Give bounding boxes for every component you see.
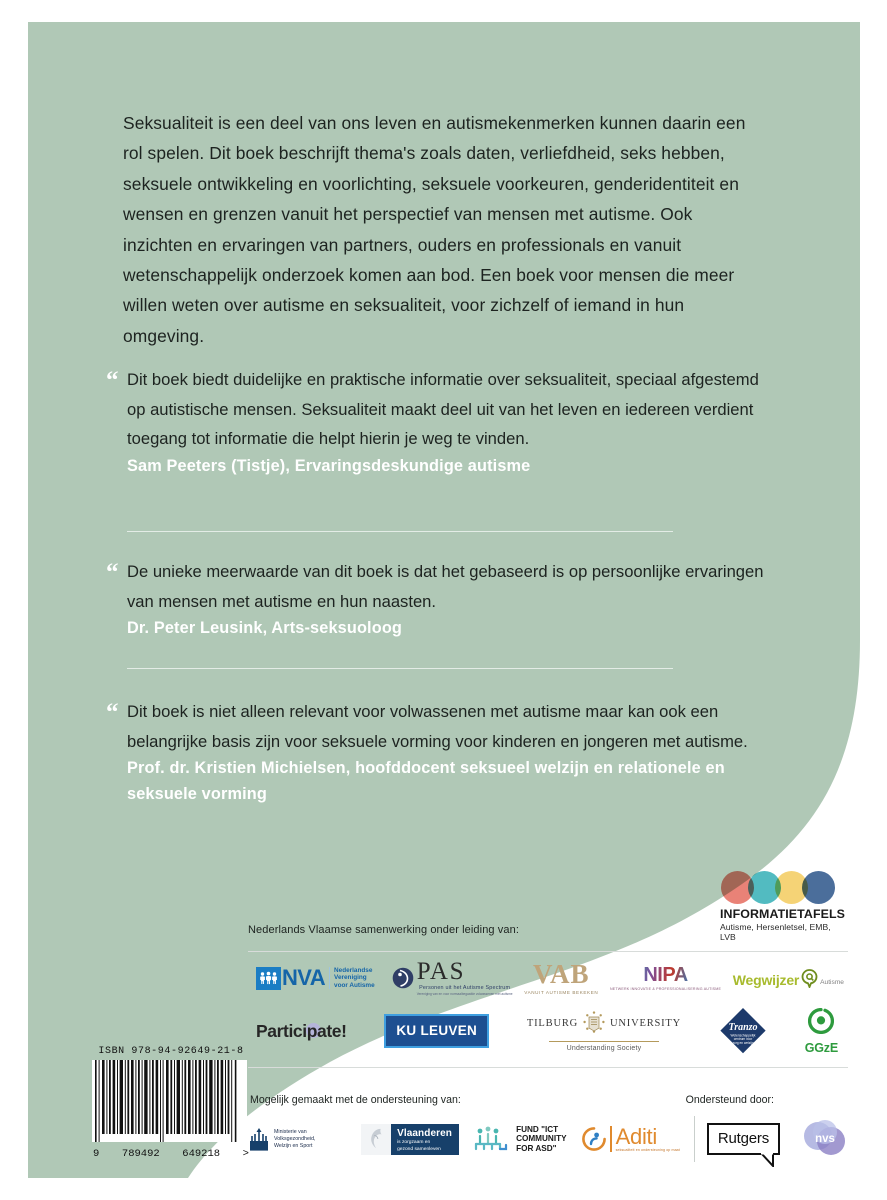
barcode-digit-left: 9: [93, 1148, 100, 1160]
participate-wordmark: Participate!: [256, 1020, 347, 1041]
logo-pas: [392, 960, 513, 996]
logo-ggze: [805, 1008, 838, 1055]
wegwijzer-wordmark: Wegwijzer: [732, 971, 800, 988]
partners-divider-bottom: [248, 1067, 848, 1068]
blurb-paragraph: Seksualiteit is een deel van ons leven en autismekenmerken kunnen daarin een rol spelen. Dit boek beschrijft thema's zoals daten, verliefdheid, seks hebben, seksuele ontwikkeling en voorlichting, seksuele voorkeuren, genderidentiteit en wensen en grenzen vanuit het perspectief van mensen met autisme. Ook inzichten en ervaringen van partners, ouders en professionals en vanuit wetenschappelijk onderzoek komen aan bod. Een boek voor mensen die meer willen weten over autisme en seksualiteit, voor zichzelf of iemand in hun omgeving.: [123, 113, 746, 346]
tilburg-rule: [549, 1041, 659, 1042]
pas-wordmark: PAS: [416, 958, 466, 985]
vlaanderen-sub-2: gezond samenleven: [397, 1146, 441, 1152]
logo-nipa: [610, 965, 721, 992]
support-heading-row: [248, 1094, 848, 1112]
tilburg-crest-icon: [583, 1011, 605, 1037]
support-separator: [694, 1116, 695, 1162]
pas-subtitle-2: Vereniging van en voor normaalbegaafde volwassenen met autisme: [416, 992, 513, 996]
isbn-barcode: [92, 1060, 247, 1142]
fund-ict-people-icon: [474, 1125, 512, 1153]
nvs-circles-icon: [802, 1119, 848, 1159]
logo-rutgers: [707, 1123, 780, 1155]
informatietafels-subtitle: Autisme, Hersenletsel, EMB, LVB: [720, 922, 831, 942]
informatietafels-logo: [720, 871, 848, 942]
tilburg-word-right: UNIVERSITY: [610, 1018, 682, 1029]
quote-text-1: [127, 365, 766, 454]
logo-vab: [524, 958, 599, 996]
logo-fund-ict: [474, 1125, 566, 1153]
support-logo-row: [248, 1112, 848, 1166]
rutgers-wordmark: Rutgers: [717, 1130, 769, 1147]
aditi-rule: [610, 1126, 612, 1152]
barcode-digits-2: 649218: [182, 1148, 221, 1160]
quote-text-3: [127, 697, 766, 756]
quote-mark-icon: “: [106, 699, 119, 726]
ku-leuven-wordmark: KU LEUVEN: [396, 1023, 478, 1038]
informatietafels-dots-icon: [721, 871, 835, 904]
logo-nva: [256, 965, 380, 991]
support-section: [248, 1094, 848, 1166]
vlaanderen-lion-icon: [361, 1124, 391, 1155]
vlaanderen-wordmark: Vlaanderen: [397, 1127, 452, 1139]
isbn-label: ISBN 978-94-92649-21-8: [98, 1046, 244, 1057]
quote-paragraph: De unieke meerwaarde van dit boek is dat het gebaseerd is op persoonlijke ervaringen van mensen met autisme en hun naasten.: [127, 562, 764, 611]
quote-block-2: [106, 557, 766, 642]
quote-block-3: [106, 697, 766, 807]
wegwijzer-subtitle: Autisme: [820, 978, 844, 986]
vab-subtitle: VANUIT AUTISME BEKEKEN: [524, 989, 599, 995]
quote-attribution-3: [127, 756, 766, 807]
partners-section: [248, 880, 848, 1068]
support-heading-left: Mogelijk gemaakt met de ondersteuning van:: [250, 1094, 461, 1106]
vlaanderen-sub-1: is zorgzaam en: [397, 1139, 431, 1145]
barcode-digits-1: 789492: [121, 1148, 160, 1160]
pas-mark-icon: [392, 967, 414, 989]
aditi-wordmark: Aditi: [615, 1124, 657, 1149]
quote-block-1: [106, 365, 766, 479]
tilburg-subtitle: Understanding Society: [566, 1044, 642, 1052]
support-heading-right: Ondersteund door:: [685, 1094, 774, 1106]
svg-text:Wetenschappelijk: Wetenschappelijk: [730, 1033, 756, 1038]
barcode-terminator: >: [242, 1148, 249, 1160]
logo-tilburg-university: [527, 1011, 681, 1052]
svg-text:zorg en welzijn: zorg en welzijn: [732, 1040, 754, 1045]
logo-participate: [256, 1021, 347, 1042]
quote-attribution-2: [127, 616, 766, 642]
quote-paragraph: Dit boek is niet alleen relevant voor volwassenen met autisme maar kan ook een belangrijke basis zijn voor seksuele vorming voor kinderen en jongeren met autisme.: [127, 702, 748, 751]
partner-logo-row-2: [248, 1004, 848, 1058]
aditi-subtitle: seksualiteit en ondersteuning op maat: [615, 1148, 680, 1152]
tilburg-word-left: TILBURG: [526, 1018, 579, 1029]
pas-subtitle: Personen uit het Autisme Spectrum: [419, 985, 511, 991]
ministerie-line-1: Ministerie van Volksgezondheid,: [274, 1128, 316, 1142]
quote-attribution-line: Dr. Peter Leusink, Arts-seksuoloog: [127, 619, 403, 637]
quote-mark-icon: “: [106, 367, 119, 394]
quote-attribution-line: Sam Peeters (Tistje), Ervaringsdeskundige autisme: [127, 456, 531, 475]
ministerie-text: [274, 1129, 346, 1150]
logo-wegwijzer: [733, 969, 844, 988]
wegwijzer-pin-icon: [801, 969, 818, 988]
quote-attribution-line: Prof. dr. Kristien Michielsen, hoofddocent seksueel welzijn en relationele en seksuele vorming: [127, 759, 725, 803]
fund-ict-text: [516, 1125, 566, 1153]
logo-aditi: [582, 1126, 680, 1152]
blurb-text: [123, 108, 763, 351]
ministerie-crest-icon: [248, 1127, 270, 1151]
svg-text:centrum voor: centrum voor: [733, 1037, 753, 1042]
isbn-barcode-digits: [92, 1148, 250, 1160]
nva-people-icon: [256, 967, 281, 990]
nva-wordmark: NVA: [282, 965, 326, 990]
logo-vlaanderen: [361, 1124, 459, 1155]
logo-nvs: [802, 1119, 848, 1159]
logo-ministerie: [248, 1127, 346, 1151]
tranzo-diamond-icon: [719, 1007, 767, 1055]
fund-line-2: COMMUNITY: [516, 1134, 567, 1144]
partners-lead-row: [248, 880, 848, 942]
logo-tranzo: [719, 1007, 767, 1055]
nipa-wordmark: NIPA: [610, 965, 721, 985]
quote-attribution-1: [127, 454, 766, 480]
quote-divider-2: [127, 668, 673, 669]
svg-text:nvs: nvs: [815, 1133, 835, 1145]
informatietafels-title: INFORMATIETAFELS: [720, 907, 846, 921]
quote-divider-1: [127, 531, 673, 532]
nva-subtitle: Nederlandse Vereniging voor Autisme: [334, 966, 375, 989]
aditi-mark-icon: [582, 1127, 606, 1151]
partner-logo-row-1: [248, 952, 848, 1004]
quote-paragraph: Dit boek biedt duidelijke en praktische informatie over seksualiteit, speciaal afgestemd op autistische mensen. Seksualiteit maakt deel uit van het leven en iedereen verdient toegang tot informatie die helpt hierin je weg te vinden.: [127, 370, 759, 448]
nva-rule: [329, 967, 330, 989]
logo-ku-leuven: [384, 1014, 489, 1048]
nipa-subtitle: NETWERK INNOVATIE & PROFESSIONALISERING AUTISME: [609, 986, 722, 991]
quote-text-2: [127, 557, 766, 616]
partners-lead-text: Nederlands Vlaamse samenwerking onder leiding van:: [248, 924, 519, 936]
svg-text:Tranzo: Tranzo: [728, 1022, 758, 1033]
vab-wordmark: VAB: [533, 958, 590, 989]
rutgers-speech-tail-icon: [760, 1153, 774, 1167]
ggze-mark-icon: [808, 1008, 834, 1034]
fund-line-1: FUND "ICT: [516, 1124, 559, 1134]
fund-line-3: FOR ASD": [516, 1143, 557, 1153]
ggze-wordmark: GGzE: [804, 1040, 838, 1055]
quote-mark-icon: “: [106, 559, 119, 586]
isbn-block: [92, 1046, 250, 1160]
ministerie-line-2: Welzijn en Sport: [274, 1142, 313, 1149]
